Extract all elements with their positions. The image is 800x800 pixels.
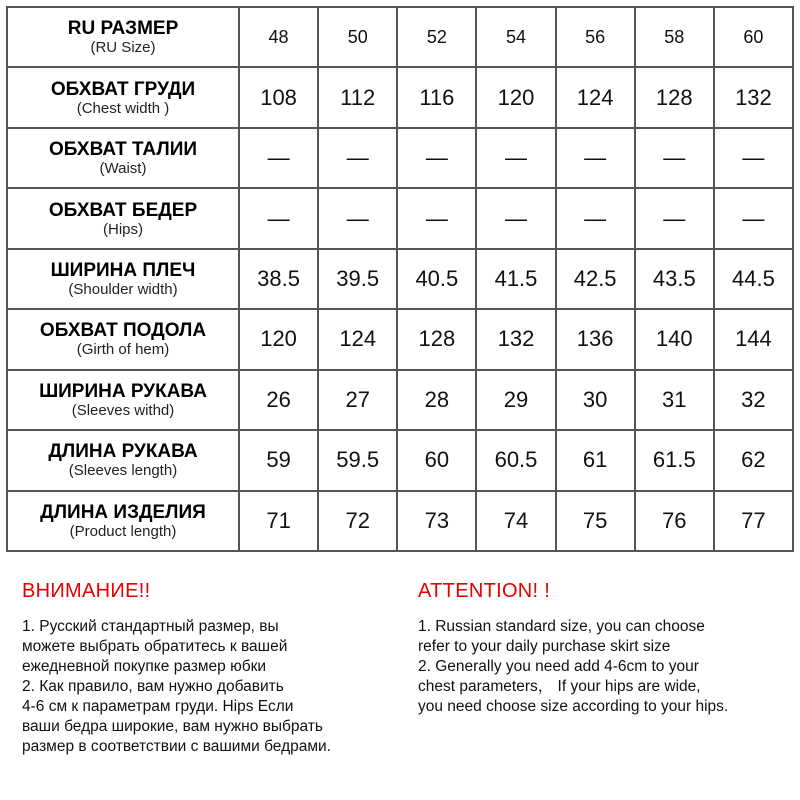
note-line: 1. Русский стандартный размер, вы — [22, 618, 279, 635]
note-line: ежедневной покупке размер юбки — [22, 658, 267, 675]
measurement-cell: — — [397, 128, 476, 188]
attention-text-en — [418, 617, 798, 717]
size-header-cell: 50 — [318, 7, 397, 67]
row-label-ru: ДЛИНА ИЗДЕЛИЯ — [40, 501, 206, 523]
table-row — [7, 67, 793, 127]
note-line: размер в соответствии с вашими бедрами. — [22, 738, 331, 755]
measurement-cell: 132 — [476, 309, 555, 369]
measurement-cell: 62 — [714, 430, 793, 490]
table-row — [7, 370, 793, 430]
measurement-cell: 29 — [476, 370, 555, 430]
measurement-cell: 31 — [635, 370, 714, 430]
size-header-cell: 58 — [635, 7, 714, 67]
measurement-cell: 60.5 — [476, 430, 555, 490]
table-row — [7, 249, 793, 309]
row-label-cell — [7, 370, 239, 430]
measurement-cell: 144 — [714, 309, 793, 369]
table-row — [7, 188, 793, 248]
row-label-en: (Sleeves withd) — [71, 401, 175, 419]
row-label-ru: ОБХВАТ ГРУДИ — [50, 78, 196, 100]
size-header-cell: 52 — [397, 7, 476, 67]
attention-text-ru — [22, 617, 402, 757]
row-label-cell — [7, 249, 239, 309]
note-line: 2. Generally you need add 4-6cm to your — [418, 658, 699, 675]
measurement-cell: — — [476, 188, 555, 248]
measurement-cell: — — [318, 128, 397, 188]
size-header-cell: 48 — [239, 7, 318, 67]
measurement-cell: 74 — [476, 491, 555, 552]
attention-notes-en — [418, 580, 798, 717]
table-row — [7, 309, 793, 369]
note-line: refer to your daily purchase skirt size — [418, 638, 671, 655]
row-label-cell — [7, 128, 239, 188]
row-label-en: (Hips) — [103, 220, 143, 238]
note-line: ваши бедра широкие, вам нужно выбрать — [22, 718, 323, 735]
size-chart-table — [6, 6, 794, 552]
measurement-cell: 38.5 — [239, 249, 318, 309]
row-label-cell — [7, 430, 239, 490]
measurement-cell: 41.5 — [476, 249, 555, 309]
measurement-cell: 60 — [397, 430, 476, 490]
measurement-cell: 40.5 — [397, 249, 476, 309]
measurement-cell: 27 — [318, 370, 397, 430]
measurement-cell: 120 — [476, 67, 555, 127]
row-label-ru: ОБХВАТ ТАЛИИ — [48, 139, 198, 161]
measurement-cell: 140 — [635, 309, 714, 369]
measurement-cell: 136 — [556, 309, 635, 369]
measurement-cell: 108 — [239, 67, 318, 127]
measurement-cell: — — [239, 188, 318, 248]
row-label-ru: ШИРИНА ПЛЕЧ — [50, 259, 196, 281]
measurement-cell: 128 — [397, 309, 476, 369]
measurement-cell: 120 — [239, 309, 318, 369]
size-header-cell: 56 — [556, 7, 635, 67]
row-label-en: (RU Size) — [90, 39, 156, 57]
measurement-cell: 43.5 — [635, 249, 714, 309]
row-label-ru: ШИРИНА РУКАВА — [39, 380, 207, 402]
measurement-cell: — — [318, 188, 397, 248]
measurement-cell: — — [714, 188, 793, 248]
measurement-cell: 61 — [556, 430, 635, 490]
measurement-cell: — — [556, 128, 635, 188]
row-label-en: (Product length) — [69, 522, 177, 540]
row-label-en: (Chest width ) — [76, 99, 170, 117]
row-label-en: (Girth of hem) — [76, 341, 170, 359]
attention-notes-ru — [22, 580, 402, 757]
attention-title-ru: ВНИМАНИЕ!! — [22, 580, 151, 602]
row-label-en: (Shoulder width) — [68, 280, 178, 298]
measurement-cell: — — [635, 128, 714, 188]
measurement-cell: — — [714, 128, 793, 188]
row-label-ru: RU РАЗМЕР — [67, 18, 179, 40]
measurement-cell: 26 — [239, 370, 318, 430]
note-line: можете выбрать обратитесь к вашей — [22, 638, 288, 655]
measurement-cell: 39.5 — [318, 249, 397, 309]
row-label-cell — [7, 67, 239, 127]
row-label-ru: ОБХВАТ БЕДЕР — [48, 199, 198, 221]
measurement-cell: 28 — [397, 370, 476, 430]
size-header-cell: 54 — [476, 7, 555, 67]
measurement-cell: 30 — [556, 370, 635, 430]
table-row — [7, 430, 793, 490]
measurement-cell: 32 — [714, 370, 793, 430]
measurement-cell: — — [239, 128, 318, 188]
measurement-cell: 124 — [318, 309, 397, 369]
measurement-cell: — — [476, 128, 555, 188]
measurement-cell: 116 — [397, 67, 476, 127]
measurement-cell: 59 — [239, 430, 318, 490]
measurement-cell: — — [635, 188, 714, 248]
measurement-cell: 112 — [318, 67, 397, 127]
measurement-cell: 77 — [714, 491, 793, 552]
row-label-ru: ОБХВАТ ПОДОЛА — [39, 320, 207, 342]
measurement-cell: 128 — [635, 67, 714, 127]
header-label-cell — [7, 7, 239, 67]
row-label-en: (Sleeves length) — [68, 462, 178, 480]
row-label-cell — [7, 491, 239, 552]
row-label-en: (Waist) — [99, 160, 147, 178]
note-line: 1. Russian standard size, you can choose — [418, 618, 705, 635]
row-label-ru: ДЛИНА РУКАВА — [48, 441, 198, 463]
measurement-cell: 59.5 — [318, 430, 397, 490]
measurement-cell: — — [556, 188, 635, 248]
measurement-cell: 73 — [397, 491, 476, 552]
attention-title-en: ATTENTION! ! — [418, 580, 551, 602]
measurement-cell: — — [397, 188, 476, 248]
size-header-cell: 60 — [714, 7, 793, 67]
measurement-cell: 132 — [714, 67, 793, 127]
measurement-cell: 44.5 — [714, 249, 793, 309]
measurement-cell: 75 — [556, 491, 635, 552]
measurement-cell: 72 — [318, 491, 397, 552]
note-line: chest parameters， If your hips are wide, — [418, 678, 701, 695]
measurement-cell: 61.5 — [635, 430, 714, 490]
measurement-cell: 76 — [635, 491, 714, 552]
measurement-cell: 42.5 — [556, 249, 635, 309]
note-line: 2. Как правило, вам нужно добавить — [22, 678, 284, 695]
note-line: you need choose size according to your hips. — [418, 698, 729, 715]
note-line: 4-6 см к параметрам груди. Hips Если — [22, 698, 294, 715]
size-chart-body — [7, 7, 793, 551]
measurement-cell: 124 — [556, 67, 635, 127]
row-label-cell — [7, 309, 239, 369]
measurement-cell: 71 — [239, 491, 318, 552]
row-label-cell — [7, 188, 239, 248]
table-row-header — [7, 7, 793, 67]
table-row — [7, 491, 793, 552]
table-row — [7, 128, 793, 188]
